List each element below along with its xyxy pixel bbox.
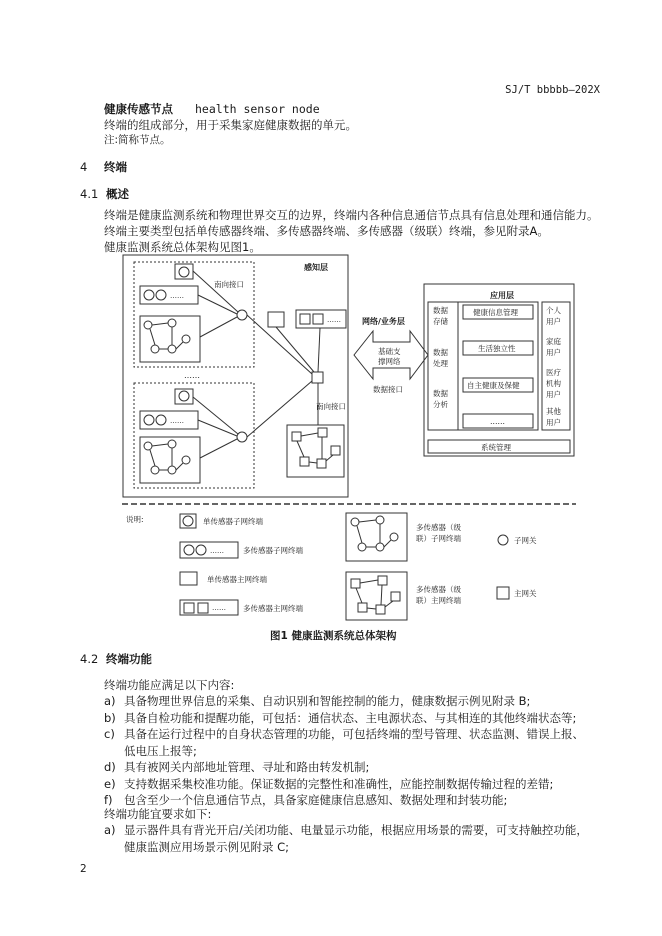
ellipsis-between-subnets: …… [184, 371, 200, 380]
para-4-1-2: 终端主要类型包括单传感器终端、多传感器终端、多传感器（级联）终端，参见附录A。 [104, 224, 549, 238]
svg-text:存储: 存储 [433, 317, 448, 326]
data-interface-label: 数据接口 [373, 385, 403, 394]
svg-text:……: …… [170, 292, 184, 300]
system-management-label: 系统管理 [481, 443, 511, 452]
page-number: 2 [80, 863, 87, 875]
svg-text:主网关: 主网关 [514, 589, 537, 598]
single-sensor-main-node [268, 312, 284, 327]
application-layer-label: 应用层 [490, 291, 514, 300]
section-4-number: 4 [80, 160, 88, 174]
list-item-text: 低电压上报等; [124, 743, 197, 758]
svg-text:生活独立性: 生活独立性 [478, 344, 516, 353]
list-item-marker: d) [104, 760, 116, 774]
doc-code: SJ/T bbbbb—202X [505, 84, 600, 96]
svg-text:……: …… [210, 547, 224, 555]
network-layer-label: 网络/业务层 [362, 317, 405, 326]
para-4-1-1: 终端是健康监测系统和物理世界交互的边界，终端内各种信息通信节点具有信息处理和通信能力。 [104, 208, 599, 222]
list-item-text: 包含至少一个信息通信节点，具备家庭健康信息感知、数据处理和封装功能; [124, 793, 508, 807]
list-item-marker: b) [104, 710, 116, 725]
svg-text:个人: 个人 [546, 306, 561, 315]
svg-text:医疗: 医疗 [546, 368, 561, 377]
svg-text:家庭: 家庭 [546, 337, 561, 346]
list-item-text: 健康监测应用场景示例见附录 C; [124, 839, 290, 854]
term-title-en: health sensor node [195, 102, 320, 116]
svg-text:其他: 其他 [546, 407, 561, 416]
svg-text:……: …… [490, 417, 505, 426]
svg-text:健康信息管理: 健康信息管理 [473, 308, 518, 317]
main-gateway [312, 372, 323, 383]
svg-text:多传感器（级: 多传感器（级 [416, 585, 461, 594]
support-network-line2: 撑网络 [378, 357, 401, 366]
south-interface-label-1: 南向接口 [214, 280, 244, 289]
list-item-marker: c) [104, 727, 115, 741]
svg-text:单传感器主网终端: 单传感器主网终端 [207, 575, 267, 584]
list-item-marker: a) [104, 823, 116, 837]
list-item-text: 具备物理世界信息的采集、自动识别和智能控制的能力，健康数据示例见附录 B; [124, 694, 531, 708]
south-interface-label-2: 南向接口 [316, 402, 346, 411]
perception-layer-box [123, 255, 348, 497]
svg-text:自主健康及保健: 自主健康及保健 [467, 381, 520, 390]
svg-text:用户: 用户 [546, 348, 561, 357]
section-4-2-title: 终端功能 [106, 652, 152, 666]
svg-text:数据: 数据 [433, 389, 448, 398]
functions-intro: 终端功能应满足以下内容: [104, 678, 235, 692]
section-4-1-number: 4.1 [80, 187, 99, 201]
cascade-node-2 [140, 437, 200, 483]
svg-text:……: …… [212, 604, 226, 612]
svg-text:多传感器主网终端: 多传感器主网终端 [243, 604, 303, 613]
svg-text:数据: 数据 [433, 348, 448, 357]
sub-gateway-upper [237, 310, 247, 320]
list-item-text: 显示器件具有背光开启/关闭功能、电量显示功能，根据应用场景的需要，可支持触控功能， [124, 823, 588, 837]
cascade-main-node [287, 425, 344, 477]
para-4-1-3: 健康监测系统总体架构见图1。 [104, 240, 261, 254]
perception-layer-label: 感知层 [304, 263, 328, 272]
svg-text:多传感器子网终端: 多传感器子网终端 [243, 546, 303, 555]
term-definition: 终端的组成部分，用于采集家庭健康数据的单元。 [104, 118, 357, 132]
list-item-text: 支持数据采集校准功能。保证数据的完整性和准确性，应能控制数据传输过程的差错; [124, 776, 554, 791]
svg-text:单传感器子网终端: 单传感器子网终端 [203, 517, 263, 526]
svg-text:用户: 用户 [546, 317, 561, 326]
svg-text:数据: 数据 [433, 306, 448, 315]
list-item-marker: f) [104, 793, 113, 807]
figure-caption: 图1 健康监测系统总体架构 [270, 630, 397, 642]
section-4-2-number: 4.2 [80, 652, 99, 666]
svg-text:机构: 机构 [546, 379, 561, 388]
svg-text:联）主网终端: 联）主网终端 [416, 596, 461, 605]
svg-text:子网关: 子网关 [514, 536, 537, 545]
multi-sensor-node-2 [140, 411, 198, 429]
svg-text:分析: 分析 [433, 400, 448, 409]
cascade-node-1 [140, 316, 200, 362]
support-network-line1: 基础支 [378, 347, 401, 356]
svg-text:联）子网终端: 联）子网终端 [416, 534, 461, 543]
svg-text:……: …… [170, 417, 184, 425]
legend-title: 说明: [126, 515, 144, 524]
section-4-1-title: 概述 [106, 187, 129, 201]
section-4-title: 终端 [104, 160, 127, 174]
term-title-cn: 健康传感节点 [104, 102, 173, 116]
svg-text:用户: 用户 [546, 418, 561, 427]
sub-gateway-lower [237, 432, 247, 442]
list-item-marker: e) [104, 776, 116, 791]
multi-sensor-node-1 [140, 286, 198, 304]
svg-text:……: …… [327, 316, 341, 324]
svg-text:多传感器（级: 多传感器（级 [416, 523, 461, 532]
svg-text:用户: 用户 [546, 390, 561, 399]
list-item-text: 具备在运行过程中的自身状态管理的功能，可包括终端的型号管理、状态监测、错误上报、 [124, 727, 584, 741]
list-item-text: 具备自检功能和提醒功能，可包括：通信状态、主电源状态、与其相连的其他终端状态等; [124, 710, 577, 725]
term-note: 注:简称节点。 [104, 134, 171, 146]
svg-text:处理: 处理 [433, 359, 448, 368]
functions-intro-2: 终端功能宜要求如下: [104, 807, 212, 821]
list-item-text: 具有被网关内部地址管理、寻址和路由转发机制; [124, 760, 370, 774]
list-item-marker: a) [104, 694, 116, 708]
